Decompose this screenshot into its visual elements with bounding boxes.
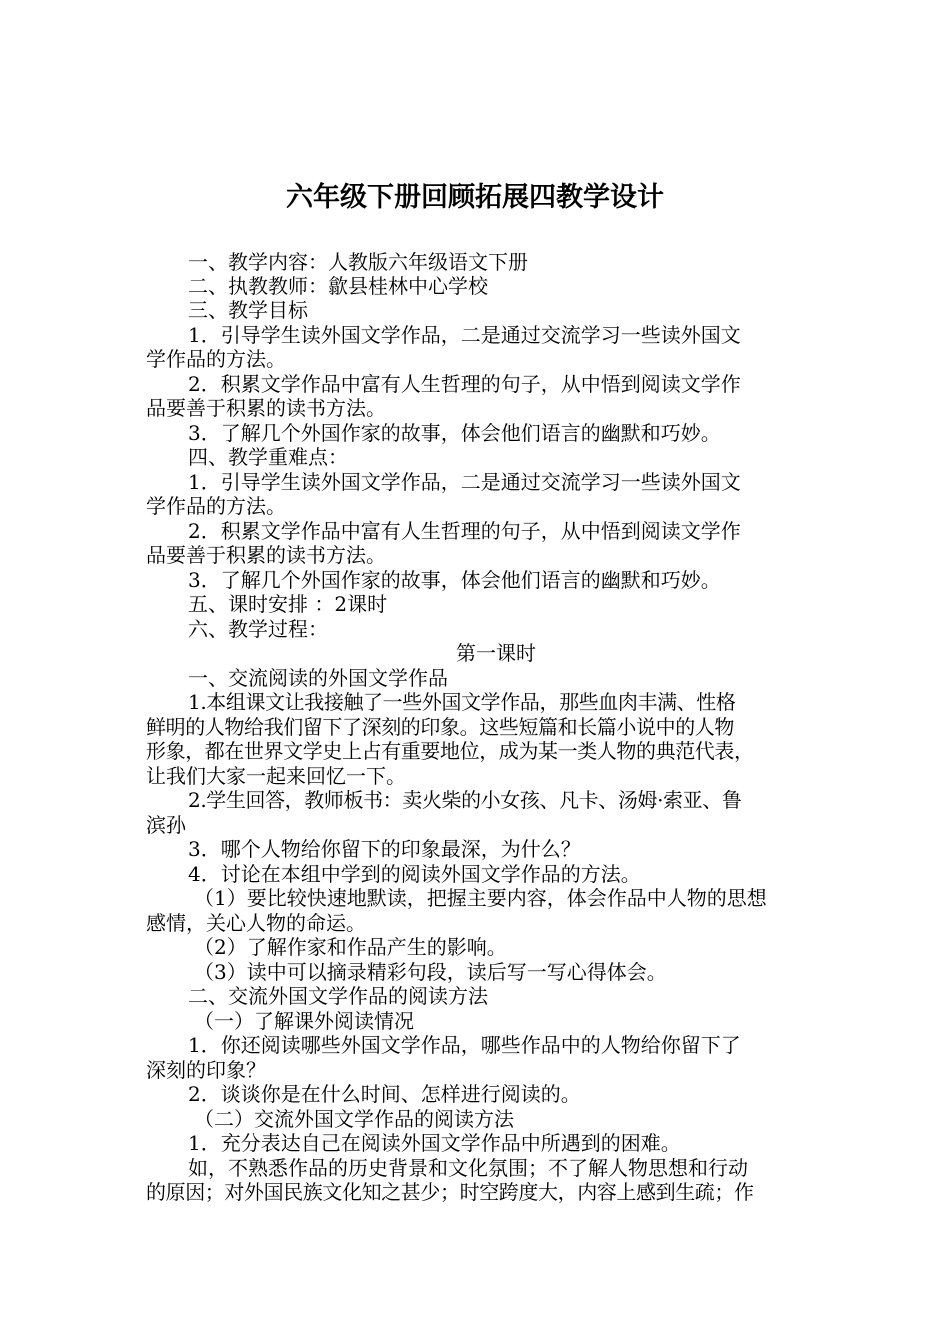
text-line: 1．充分表达自己在阅读外国文学作品中所遇到的困难。 [188,1131,681,1155]
text-line: （一）了解课外阅读情况 [194,1009,414,1033]
text-line: 2．谈谈你是在什么时间、怎样进行阅读的。 [188,1082,581,1106]
text-line: 1．你还阅读哪些外国文学作品，哪些作品中的人物给你留下了 [188,1033,741,1057]
text-line: 3．了解几个外国作家的故事，体会他们语言的幽默和巧妙。 [188,421,721,445]
text-line: 让我们大家一起来回忆一下。 [146,764,406,788]
text-line: 五、课时安排 ：2课时 [188,592,388,616]
text-line: （1）要比较快速地默读，把握主要内容，体会作品中人物的思想 [194,886,767,910]
text-line: 品要善于积累的读书方法。 [146,543,386,567]
text-line: 感情，关心人物的命运。 [146,911,366,935]
text-line: 品要善于积累的读书方法。 [146,396,386,420]
text-line: 1.本组课文让我接触了一些外国文学作品，那些血肉丰满、性格 [188,690,736,714]
text-line: 学作品的方法。 [146,347,286,371]
text-line: 鲜明的人物给我们留下了深刻的印象。这些短篇和长篇小说中的人物 [146,715,734,739]
text-line: 形象，都在世界文学史上占有重要地位，成为某一类人物的典范代表， [146,739,754,763]
text-line: 二、交流外国文学作品的阅读方法 [188,984,488,1008]
text-line: 2.学生回答，教师板书：卖火柴的小女孩、凡卡、汤姆·索亚、鲁 [188,788,742,812]
text-line: 4．讨论在本组中学到的阅读外国文学作品的方法。 [188,862,641,886]
text-line: 六、教学过程： [188,617,328,641]
text-line: 二、执教教师：歙县桂林中心学校 [188,274,488,298]
text-line: 的原因；对外国民族文化知之甚少；时空跨度大，内容上感到生疏；作 [146,1180,754,1204]
text-line: 2．积累文学作品中富有人生哲理的句子，从中悟到阅读文学作 [188,519,741,543]
text-line: 滨孙 [146,813,186,837]
text-line: 2．积累文学作品中富有人生哲理的句子，从中悟到阅读文学作 [188,372,741,396]
text-line: （3）读中可以摘录精彩句段，读后写一写心得体会。 [194,960,667,984]
text-line: 三、教学目标 [188,298,308,322]
text-line: 如，不熟悉作品的历史背景和文化氛围；不了解人物思想和行动 [188,1156,748,1180]
section-heading: 第一课时 [456,641,536,665]
text-line: 深刻的印象？ [146,1058,266,1082]
text-line: （二）交流外国文学作品的阅读方法 [194,1107,514,1131]
text-line: 学作品的方法。 [146,494,286,518]
document-title: 六年级下册回顾拓展四教学设计 [286,182,664,213]
text-line: 一、教学内容：人教版六年级语文下册 [188,250,528,274]
text-line: （2）了解作家和作品产生的影响。 [194,935,507,959]
text-line: 3．哪个人物给你留下的印象最深，为什么？ [188,837,581,861]
text-line: 3．了解几个外国作家的故事，体会他们语言的幽默和巧妙。 [188,568,721,592]
text-line: 一、交流阅读的外国文学作品 [188,666,448,690]
text-line: 1．引导学生读外国文学作品，二是通过交流学习一些读外国文 [188,323,741,347]
text-line: 四、教学重难点： [188,445,348,469]
text-line: 1．引导学生读外国文学作品，二是通过交流学习一些读外国文 [188,470,741,494]
